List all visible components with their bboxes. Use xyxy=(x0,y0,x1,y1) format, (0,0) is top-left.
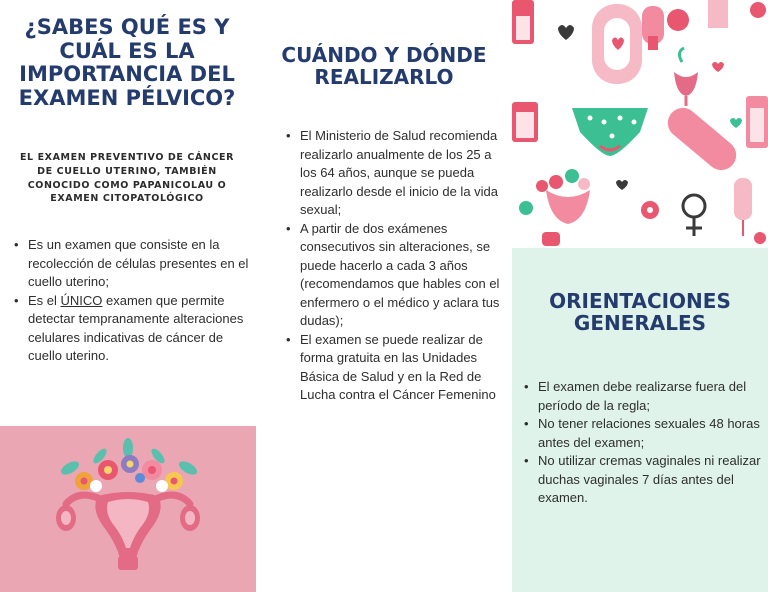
illustration-panel xyxy=(0,426,256,592)
column3-bullet-list xyxy=(522,378,762,508)
column3-title: ORIENTACIONES GENERALES xyxy=(549,289,731,336)
menstrual-pattern-image xyxy=(512,0,768,248)
uterus-flowers-icon xyxy=(0,426,256,592)
heart-icon xyxy=(558,25,574,40)
column2-bullet-list xyxy=(284,127,508,405)
female-symbol-icon xyxy=(683,195,705,236)
list-item: • El Ministerio de Salud recomienda realizarlo anualmente de los 25 a los 64 años, aunque se pueda realizarlo desde el inicio de la vida sexual; xyxy=(284,127,508,220)
column2-title: CUÁNDO Y DÓNDE REALIZARLO xyxy=(281,43,487,90)
column-what-is-exam xyxy=(0,0,256,592)
list-item: • No tener relaciones sexuales 48 horas antes del examen; xyxy=(522,415,762,452)
panties-icon xyxy=(572,108,648,156)
list-item: • No utilizar cremas vaginales ni realizar duchas vaginales 7 días antes del examen. xyxy=(522,452,762,508)
column1-subtitle: EL EXAMEN PREVENTIVO DE CÁNCER DE CUELLO UTERINO, TAMBIÉN CONOCIDO COMO PAPANICOLAU O EXAMEN CITOPATOLÓGICO xyxy=(19,152,235,205)
flower-icon xyxy=(667,9,689,31)
list-item: • El examen se puede realizar de forma gratuita en las Unidades Básica de Salud y en la Red de Lucha contra el Cáncer Femenino xyxy=(284,331,508,405)
pad-icon xyxy=(592,4,642,84)
calendar-icon xyxy=(512,0,534,44)
list-item: • Es un examen que consiste en la recolección de células presentes en el cuello uterino; xyxy=(12,236,250,292)
column-when-where xyxy=(256,0,512,592)
tampon-icon xyxy=(642,6,664,50)
menstrual-cup-icon xyxy=(674,48,698,106)
underlined-word: ÚNICO xyxy=(60,292,103,308)
column1-bullet-list xyxy=(12,236,250,366)
column1-title: ¿SABES QUÉ ES Y CUÁL ES LA IMPORTANCIA DEL EXAMEN PÉLVICO? xyxy=(18,15,236,110)
list-item: • Es el ÚNICO examen que permite detectar tempranamente alteraciones celulares indicativas de cáncer de cuello uterino. xyxy=(12,292,250,366)
list-item: • El examen debe realizarse fuera del período de la regla; xyxy=(522,378,762,415)
list-item: • A partir de dos exámenes consecutivos sin alteraciones, se puede hacerlo a cada 3 años (recomendamos que hables con el enfermero o el médico y aclara tus dudas); xyxy=(284,220,508,331)
column-general-guidance xyxy=(512,0,768,592)
